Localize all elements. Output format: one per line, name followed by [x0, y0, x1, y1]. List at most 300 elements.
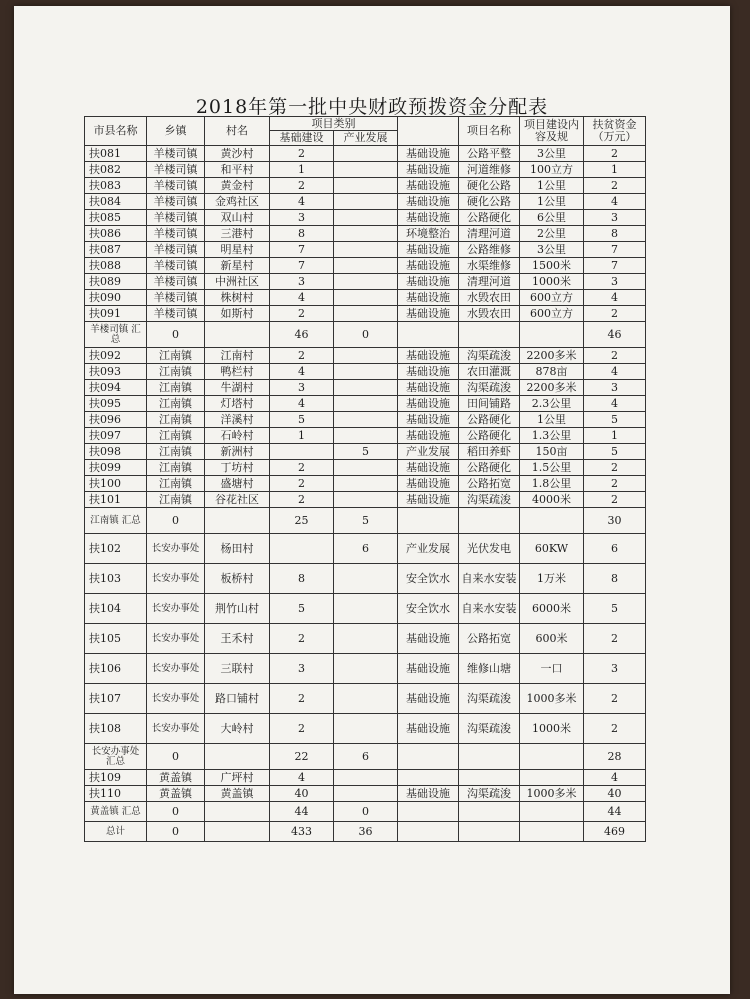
cell-industry [334, 460, 398, 476]
table-row [85, 594, 646, 624]
subtotal-scale [520, 744, 584, 770]
cell-type: 环境整治 [398, 226, 459, 242]
cell-village: 大岭村 [205, 714, 270, 744]
subtotal-funds: 30 [584, 508, 646, 534]
cell-id: 扶105 [85, 624, 147, 654]
cell-funds: 8 [584, 226, 646, 242]
subtotal-town: 0 [147, 508, 205, 534]
cell-funds: 5 [584, 412, 646, 428]
cell-funds: 5 [584, 444, 646, 460]
cell-industry [334, 306, 398, 322]
table-row [85, 258, 646, 274]
cell-type: 基础设施 [398, 624, 459, 654]
cell-infra: 4 [270, 396, 334, 412]
cell-industry [334, 476, 398, 492]
cell-type: 基础设施 [398, 258, 459, 274]
cell-village: 三港村 [205, 226, 270, 242]
cell-id: 扶106 [85, 654, 147, 684]
cell-infra: 4 [270, 364, 334, 380]
subtotal-infra: 22 [270, 744, 334, 770]
cell-scale: 600立方 [520, 306, 584, 322]
cell-type: 基础设施 [398, 396, 459, 412]
table-row [85, 210, 646, 226]
cell-village: 牛湖村 [205, 380, 270, 396]
table-row [85, 226, 646, 242]
cell-project-name: 维修山塘 [459, 654, 520, 684]
cell-infra: 8 [270, 226, 334, 242]
cell-scale: 878亩 [520, 364, 584, 380]
cell-infra: 8 [270, 564, 334, 594]
cell-industry [334, 492, 398, 508]
subtotal-infra: 433 [270, 822, 334, 842]
cell-village: 和平村 [205, 162, 270, 178]
cell-town: 长安办事处 [147, 594, 205, 624]
cell-project-name: 水毁农田 [459, 290, 520, 306]
cell-industry: 5 [334, 444, 398, 460]
subtotal-infra: 44 [270, 802, 334, 822]
cell-funds: 4 [584, 290, 646, 306]
cell-town: 江南镇 [147, 428, 205, 444]
table-row [85, 194, 646, 210]
cell-id: 扶104 [85, 594, 147, 624]
cell-industry [334, 396, 398, 412]
cell-id: 扶081 [85, 146, 147, 162]
subtotal-industry: 0 [334, 322, 398, 348]
cell-town: 黄盖镇 [147, 770, 205, 786]
cell-project-name: 沟渠疏浚 [459, 786, 520, 802]
cell-type: 基础设施 [398, 492, 459, 508]
cell-id: 扶089 [85, 274, 147, 290]
cell-type: 基础设施 [398, 654, 459, 684]
cell-infra: 2 [270, 460, 334, 476]
cell-village: 中洲社区 [205, 274, 270, 290]
cell-village: 如斯村 [205, 306, 270, 322]
cell-scale: 1公里 [520, 194, 584, 210]
table-row [85, 412, 646, 428]
subtotal-town: 0 [147, 802, 205, 822]
cell-project-name: 沟渠疏浚 [459, 380, 520, 396]
subtotal-name [459, 744, 520, 770]
table-row [85, 770, 646, 786]
cell-funds: 7 [584, 258, 646, 274]
cell-id: 扶099 [85, 460, 147, 476]
cell-project-name: 公路硬化 [459, 412, 520, 428]
subtotal-label: 总计 [85, 822, 147, 842]
cell-id: 扶097 [85, 428, 147, 444]
cell-village: 双山村 [205, 210, 270, 226]
subtotal-row [85, 508, 646, 534]
cell-scale: 150亩 [520, 444, 584, 460]
cell-type: 产业发展 [398, 444, 459, 460]
cell-scale: 1.5公里 [520, 460, 584, 476]
cell-scale: 3公里 [520, 146, 584, 162]
cell-scale: 1.8公里 [520, 476, 584, 492]
cell-funds: 1 [584, 162, 646, 178]
subtotal-village [205, 508, 270, 534]
cell-id: 扶087 [85, 242, 147, 258]
cell-funds: 1 [584, 428, 646, 444]
subtotal-industry: 36 [334, 822, 398, 842]
cell-project-name: 硬化公路 [459, 194, 520, 210]
cell-id: 扶094 [85, 380, 147, 396]
cell-project-name: 沟渠疏浚 [459, 684, 520, 714]
cell-id: 扶086 [85, 226, 147, 242]
header-blank [398, 117, 459, 146]
table-row [85, 476, 646, 492]
cell-scale: 100立方 [520, 162, 584, 178]
subtotal-industry: 6 [334, 744, 398, 770]
cell-funds: 4 [584, 770, 646, 786]
cell-industry [334, 564, 398, 594]
cell-funds: 6 [584, 534, 646, 564]
cell-village: 石岭村 [205, 428, 270, 444]
cell-id: 扶103 [85, 564, 147, 594]
cell-industry [334, 348, 398, 364]
cell-infra: 2 [270, 624, 334, 654]
cell-type: 基础设施 [398, 146, 459, 162]
cell-funds: 40 [584, 786, 646, 802]
cell-industry [334, 178, 398, 194]
cell-project-name: 公路拓宽 [459, 624, 520, 654]
table-row [85, 306, 646, 322]
cell-funds: 4 [584, 364, 646, 380]
cell-infra: 4 [270, 770, 334, 786]
cell-industry [334, 258, 398, 274]
cell-town: 江南镇 [147, 476, 205, 492]
cell-village: 杨田村 [205, 534, 270, 564]
cell-id: 扶088 [85, 258, 147, 274]
cell-infra: 2 [270, 146, 334, 162]
cell-id: 扶108 [85, 714, 147, 744]
subtotal-village [205, 822, 270, 842]
cell-project-name: 清理河道 [459, 226, 520, 242]
cell-town: 羊楼司镇 [147, 146, 205, 162]
cell-type: 产业发展 [398, 534, 459, 564]
cell-town: 长安办事处 [147, 654, 205, 684]
cell-town: 羊楼司镇 [147, 242, 205, 258]
subtotal-type [398, 322, 459, 348]
cell-funds: 4 [584, 396, 646, 412]
cell-infra: 1 [270, 428, 334, 444]
cell-type: 基础设施 [398, 684, 459, 714]
cell-town: 江南镇 [147, 348, 205, 364]
table-row [85, 714, 646, 744]
cell-id: 扶107 [85, 684, 147, 714]
cell-scale: 6000米 [520, 594, 584, 624]
cell-id: 扶098 [85, 444, 147, 460]
subtotal-name [459, 822, 520, 842]
cell-funds: 2 [584, 476, 646, 492]
cell-village: 丁坊村 [205, 460, 270, 476]
cell-infra: 2 [270, 476, 334, 492]
cell-village: 金鸡社区 [205, 194, 270, 210]
cell-project-name: 公路维修 [459, 242, 520, 258]
subtotal-town: 0 [147, 322, 205, 348]
cell-type: 基础设施 [398, 460, 459, 476]
cell-project-name: 农田灌溉 [459, 364, 520, 380]
cell-id: 扶083 [85, 178, 147, 194]
cell-infra [270, 444, 334, 460]
cell-type: 基础设施 [398, 274, 459, 290]
cell-village: 路口铺村 [205, 684, 270, 714]
cell-type: 基础设施 [398, 714, 459, 744]
cell-type [398, 770, 459, 786]
cell-id: 扶110 [85, 786, 147, 802]
cell-id: 扶101 [85, 492, 147, 508]
cell-scale: 4000米 [520, 492, 584, 508]
cell-infra: 2 [270, 178, 334, 194]
cell-id: 扶096 [85, 412, 147, 428]
cell-funds: 4 [584, 194, 646, 210]
cell-funds: 3 [584, 380, 646, 396]
cell-project-name: 田间铺路 [459, 396, 520, 412]
cell-type: 基础设施 [398, 428, 459, 444]
subtotal-scale [520, 508, 584, 534]
subtotal-row [85, 802, 646, 822]
cell-infra: 4 [270, 194, 334, 210]
cell-town: 江南镇 [147, 492, 205, 508]
cell-type: 基础设施 [398, 380, 459, 396]
cell-scale: 6公里 [520, 210, 584, 226]
cell-infra: 3 [270, 210, 334, 226]
header-funds: 扶贫资金（万元） [584, 117, 646, 146]
subtotal-scale [520, 822, 584, 842]
header-infra: 基础建设 [270, 131, 334, 146]
cell-project-name [459, 770, 520, 786]
cell-industry [334, 274, 398, 290]
header-town: 乡镇 [147, 117, 205, 146]
cell-industry [334, 226, 398, 242]
cell-village: 谷花社区 [205, 492, 270, 508]
table-row [85, 460, 646, 476]
cell-project-name: 清理河道 [459, 274, 520, 290]
cell-town: 长安办事处 [147, 714, 205, 744]
cell-village: 洋溪村 [205, 412, 270, 428]
table-row [85, 624, 646, 654]
table-row [85, 162, 646, 178]
cell-industry [334, 194, 398, 210]
table-row [85, 290, 646, 306]
cell-village: 三联村 [205, 654, 270, 684]
cell-town: 长安办事处 [147, 564, 205, 594]
cell-infra: 5 [270, 594, 334, 624]
cell-id: 扶084 [85, 194, 147, 210]
cell-project-name: 自来水安装 [459, 564, 520, 594]
header-county: 市县名称 [85, 117, 147, 146]
cell-town: 羊楼司镇 [147, 194, 205, 210]
cell-funds: 3 [584, 654, 646, 684]
cell-village: 黄金村 [205, 178, 270, 194]
subtotal-town: 0 [147, 744, 205, 770]
cell-scale: 1000米 [520, 714, 584, 744]
cell-infra: 7 [270, 242, 334, 258]
table-row [85, 274, 646, 290]
table-row [85, 146, 646, 162]
cell-town: 长安办事处 [147, 684, 205, 714]
cell-industry [334, 162, 398, 178]
cell-village: 板桥村 [205, 564, 270, 594]
header-content: 项目建设内容及规 [520, 117, 584, 146]
table-row [85, 684, 646, 714]
cell-town: 羊楼司镇 [147, 226, 205, 242]
cell-scale: 一口 [520, 654, 584, 684]
header-row-1 [85, 117, 646, 131]
subtotal-infra: 25 [270, 508, 334, 534]
cell-type: 基础设施 [398, 364, 459, 380]
subtotal-funds: 44 [584, 802, 646, 822]
subtotal-industry: 0 [334, 802, 398, 822]
cell-infra: 2 [270, 306, 334, 322]
cell-type: 基础设施 [398, 306, 459, 322]
cell-scale: 1公里 [520, 412, 584, 428]
subtotal-type [398, 822, 459, 842]
cell-town: 羊楼司镇 [147, 162, 205, 178]
cell-town: 羊楼司镇 [147, 178, 205, 194]
cell-scale: 2200多米 [520, 348, 584, 364]
cell-industry [334, 364, 398, 380]
cell-project-name: 河道维修 [459, 162, 520, 178]
subtotal-funds: 46 [584, 322, 646, 348]
cell-town: 江南镇 [147, 364, 205, 380]
cell-industry [334, 714, 398, 744]
subtotal-village [205, 322, 270, 348]
cell-infra: 2 [270, 714, 334, 744]
cell-project-name: 公路硬化 [459, 428, 520, 444]
subtotal-type [398, 508, 459, 534]
cell-industry [334, 684, 398, 714]
cell-type: 基础设施 [398, 476, 459, 492]
cell-town: 长安办事处 [147, 534, 205, 564]
cell-scale: 1500米 [520, 258, 584, 274]
header-project-name: 项目名称 [459, 117, 520, 146]
document-title: 2018年第一批中央财政预拨资金分配表 [195, 96, 549, 118]
subtotal-row [85, 322, 646, 348]
cell-scale: 60KW [520, 534, 584, 564]
cell-town: 羊楼司镇 [147, 274, 205, 290]
cell-type: 基础设施 [398, 210, 459, 226]
cell-industry [334, 210, 398, 226]
subtotal-town: 0 [147, 822, 205, 842]
cell-id: 扶100 [85, 476, 147, 492]
cell-town: 江南镇 [147, 460, 205, 476]
cell-id: 扶095 [85, 396, 147, 412]
cell-funds: 8 [584, 564, 646, 594]
cell-scale: 600米 [520, 624, 584, 654]
cell-scale: 1000多米 [520, 786, 584, 802]
cell-project-name: 稻田养虾 [459, 444, 520, 460]
cell-id: 扶102 [85, 534, 147, 564]
cell-type: 基础设施 [398, 290, 459, 306]
cell-id: 扶085 [85, 210, 147, 226]
cell-id: 扶091 [85, 306, 147, 322]
cell-town: 羊楼司镇 [147, 258, 205, 274]
cell-type: 基础设施 [398, 786, 459, 802]
cell-village: 株树村 [205, 290, 270, 306]
cell-funds: 3 [584, 210, 646, 226]
subtotal-funds: 469 [584, 822, 646, 842]
cell-village: 黄盖镇 [205, 786, 270, 802]
subtotal-type [398, 802, 459, 822]
cell-infra: 2 [270, 684, 334, 714]
cell-town: 羊楼司镇 [147, 306, 205, 322]
cell-industry [334, 290, 398, 306]
cell-scale: 2.3公里 [520, 396, 584, 412]
cell-town: 羊楼司镇 [147, 290, 205, 306]
subtotal-industry: 5 [334, 508, 398, 534]
paper-sheet [14, 6, 730, 994]
cell-scale: 3公里 [520, 242, 584, 258]
cell-infra: 3 [270, 654, 334, 684]
subtotal-village [205, 744, 270, 770]
cell-industry [334, 428, 398, 444]
cell-industry [334, 594, 398, 624]
cell-funds: 2 [584, 714, 646, 744]
cell-id: 扶090 [85, 290, 147, 306]
cell-funds: 2 [584, 146, 646, 162]
cell-town: 羊楼司镇 [147, 210, 205, 226]
subtotal-village [205, 802, 270, 822]
cell-industry [334, 624, 398, 654]
cell-industry [334, 242, 398, 258]
cell-type: 安全饮水 [398, 594, 459, 624]
cell-funds: 5 [584, 594, 646, 624]
cell-village: 黄沙村 [205, 146, 270, 162]
cell-type: 基础设施 [398, 348, 459, 364]
cell-village: 灯塔村 [205, 396, 270, 412]
cell-infra: 2 [270, 492, 334, 508]
table-row [85, 534, 646, 564]
cell-village: 盛塘村 [205, 476, 270, 492]
cell-funds: 2 [584, 460, 646, 476]
subtotal-infra: 46 [270, 322, 334, 348]
cell-scale [520, 770, 584, 786]
table-row [85, 380, 646, 396]
cell-id: 扶109 [85, 770, 147, 786]
cell-town: 江南镇 [147, 412, 205, 428]
table-row [85, 786, 646, 802]
cell-industry [334, 786, 398, 802]
subtotal-type [398, 744, 459, 770]
cell-infra [270, 534, 334, 564]
table-row [85, 428, 646, 444]
table-row [85, 348, 646, 364]
cell-infra: 3 [270, 380, 334, 396]
cell-scale: 2200多米 [520, 380, 584, 396]
cell-project-name: 公路硬化 [459, 210, 520, 226]
subtotal-label: 江南镇 汇总 [85, 508, 147, 534]
cell-town: 江南镇 [147, 380, 205, 396]
subtotal-label: 羊楼司镇 汇总 [85, 322, 147, 348]
table-row [85, 444, 646, 460]
cell-project-name: 光伏发电 [459, 534, 520, 564]
cell-scale: 1000多米 [520, 684, 584, 714]
table-row [85, 654, 646, 684]
cell-town: 江南镇 [147, 444, 205, 460]
cell-type: 基础设施 [398, 242, 459, 258]
cell-funds: 2 [584, 624, 646, 654]
cell-village: 鸭栏村 [205, 364, 270, 380]
cell-funds: 2 [584, 684, 646, 714]
cell-infra: 2 [270, 348, 334, 364]
cell-id: 扶093 [85, 364, 147, 380]
cell-scale: 1.3公里 [520, 428, 584, 444]
cell-id: 扶082 [85, 162, 147, 178]
table-row [85, 564, 646, 594]
cell-scale: 1公里 [520, 178, 584, 194]
cell-village: 新星村 [205, 258, 270, 274]
subtotal-funds: 28 [584, 744, 646, 770]
table-row [85, 178, 646, 194]
